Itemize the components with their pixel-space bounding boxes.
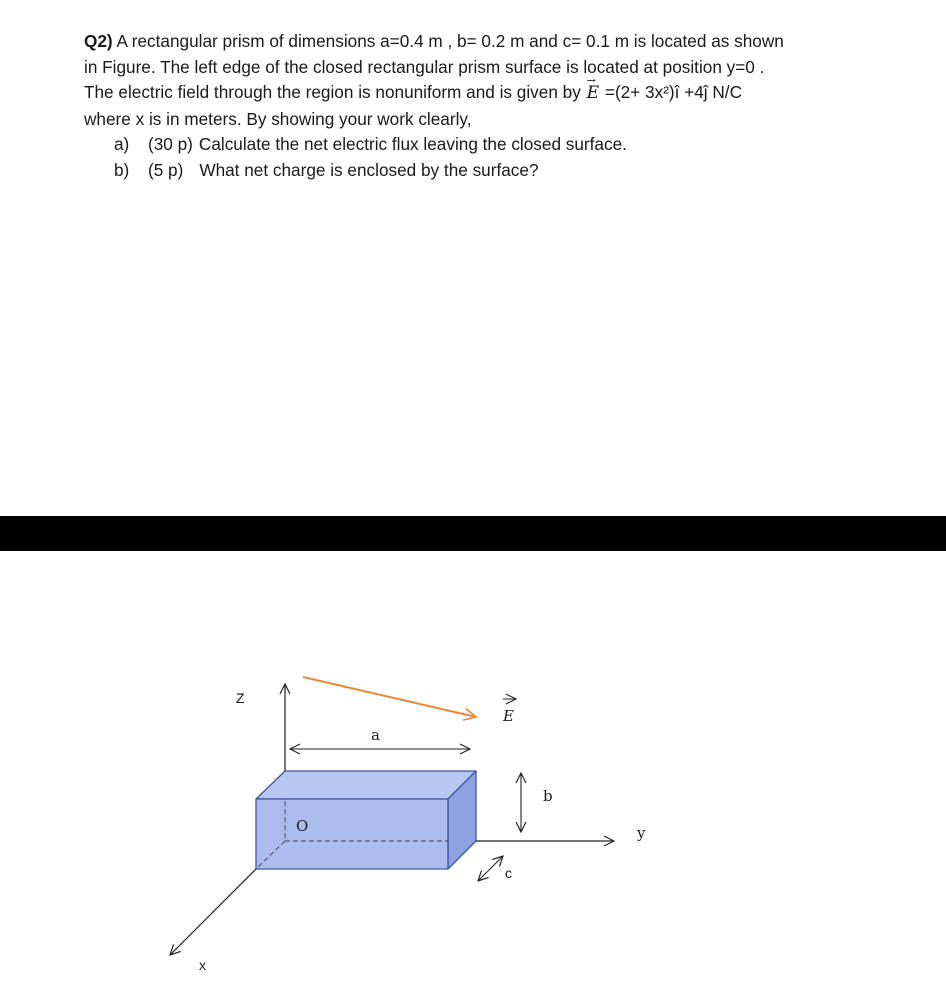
prism-figure	[0, 551, 946, 993]
y-axis-label: y	[637, 824, 646, 842]
x-axis	[170, 869, 256, 955]
question-line-3	[84, 80, 884, 107]
part-b-points: (5 p)	[148, 159, 184, 180]
dimension-c-label: c	[505, 865, 512, 881]
part-a-text: Calculate the net electric flux leaving the closed surface.	[198, 134, 627, 155]
question-block	[84, 29, 884, 184]
dimension-a-label: a	[371, 726, 380, 744]
part-a-label: a)	[114, 134, 130, 155]
part-b	[84, 158, 884, 184]
rectangular-prism	[256, 771, 476, 869]
prism-top-face	[256, 771, 476, 799]
part-b-label: b)	[114, 159, 130, 180]
z-axis-label: Z	[236, 690, 245, 706]
origin-label: O	[296, 817, 309, 835]
question-line-1	[84, 29, 884, 55]
part-b-text: What net charge is enclosed by the surface?	[199, 159, 539, 180]
black-separator-bar	[0, 516, 946, 551]
question-text-1: A rectangular prism of dimensions a=0.4 m , b= 0.2 m and c= 0.1 m is located as shown	[112, 31, 784, 51]
question-line-2: in Figure. The left edge of the closed rectangular prism surface is located at position y=0 .	[84, 56, 765, 77]
dimension-b-label: b	[543, 787, 553, 805]
field-vector-symbol: → E	[586, 81, 601, 107]
electric-field-arrow	[303, 677, 476, 717]
part-a-points: (30 p)	[148, 134, 193, 155]
question-number: Q2)	[84, 31, 113, 51]
question-text-3: The electric field through the region is nonuniform and is given by	[84, 82, 586, 103]
x-axis-label: x	[199, 957, 206, 973]
field-label: E	[503, 707, 514, 725]
question-line-4: where x is in meters. By showing your work clearly,	[84, 108, 472, 129]
dimension-c-arrow	[478, 856, 503, 881]
part-a	[84, 132, 884, 158]
field-expression: =(2+ 3x²)î +4ĵ N/C	[600, 82, 742, 103]
